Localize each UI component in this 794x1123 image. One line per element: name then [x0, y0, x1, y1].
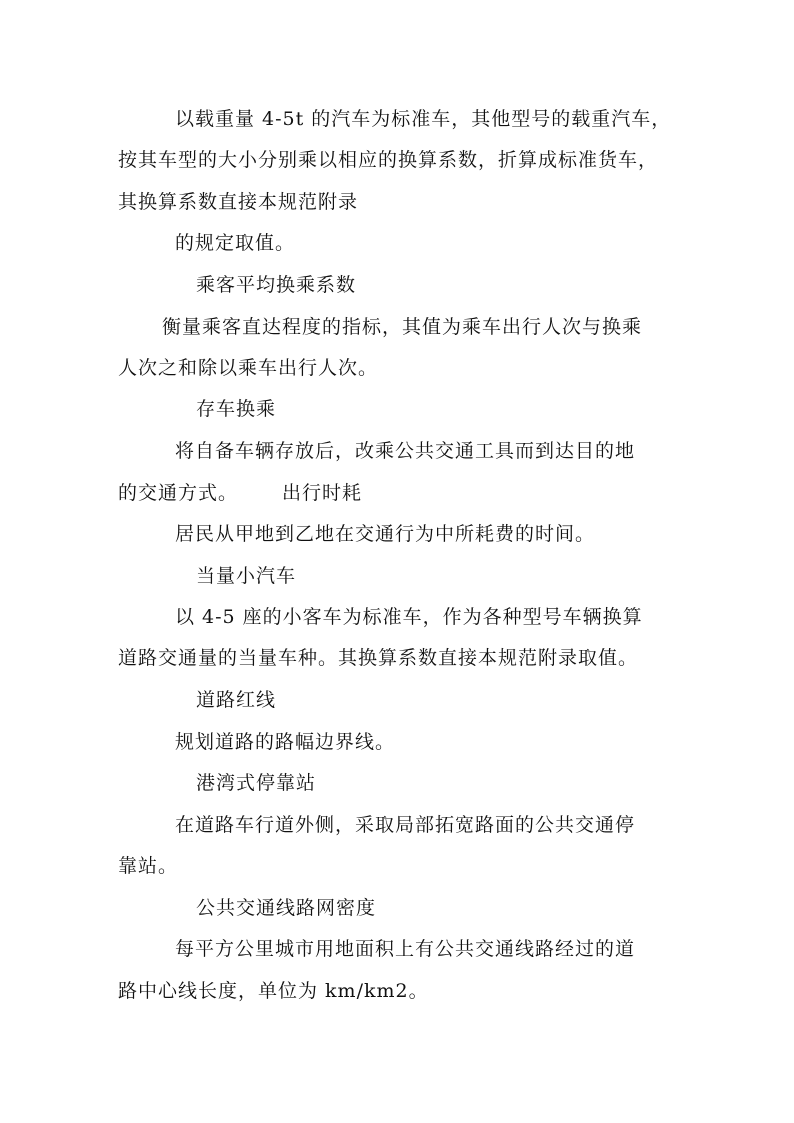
paragraph-line: 按其车型的大小分别乘以相应的换算系数，折算成标准货车，: [118, 149, 659, 171]
paragraph-line: 每平方公里城市用地面积上有公共交通线路经过的道: [175, 938, 636, 960]
paragraph-line: 规划道路的路幅边界线。: [175, 731, 396, 753]
paragraph-line: 以 4-5 座的小客车为标准车，作为各种型号车辆换算: [175, 606, 643, 628]
paragraph-line: 的交通方式。: [118, 482, 239, 504]
paragraph-line: 衡量乘客直达程度的指标，其值为乘车出行人次与换乘: [162, 316, 643, 338]
paragraph-line: 靠站。: [118, 855, 179, 877]
paragraph-line: 路中心线长度，单位为 km/km2。: [118, 980, 429, 1002]
term-heading: 出行时耗: [282, 482, 363, 504]
paragraph-line: 以载重量 4-5t 的汽车为标准车，其他型号的载重汽车，: [175, 108, 672, 130]
paragraph-line: 人次之和除以乘车出行人次。: [118, 357, 379, 379]
paragraph-line: 居民从甲地到乙地在交通行为中所耗费的时间。: [175, 523, 596, 545]
term-heading: 道路红线: [196, 689, 277, 711]
paragraph-line: 将自备车辆存放后，改乘公共交通工具而到达目的地: [175, 440, 636, 462]
paragraph-line: 其换算系数直接本规范附录: [118, 191, 359, 213]
term-heading: 存车换乘: [196, 398, 277, 420]
paragraph-line: 在道路车行道外侧，采取局部拓宽路面的公共交通停: [175, 814, 636, 836]
paragraph-line: 道路交通量的当量车种。其换算系数直接本规范附录取值。: [118, 647, 639, 669]
term-heading: 乘客平均换乘系数: [196, 274, 357, 296]
paragraph-line: 的规定取值。: [175, 232, 296, 254]
term-heading: 当量小汽车: [196, 565, 297, 587]
term-heading: 港湾式停靠站: [196, 772, 317, 794]
term-heading: 公共交通线路网密度: [196, 897, 377, 919]
